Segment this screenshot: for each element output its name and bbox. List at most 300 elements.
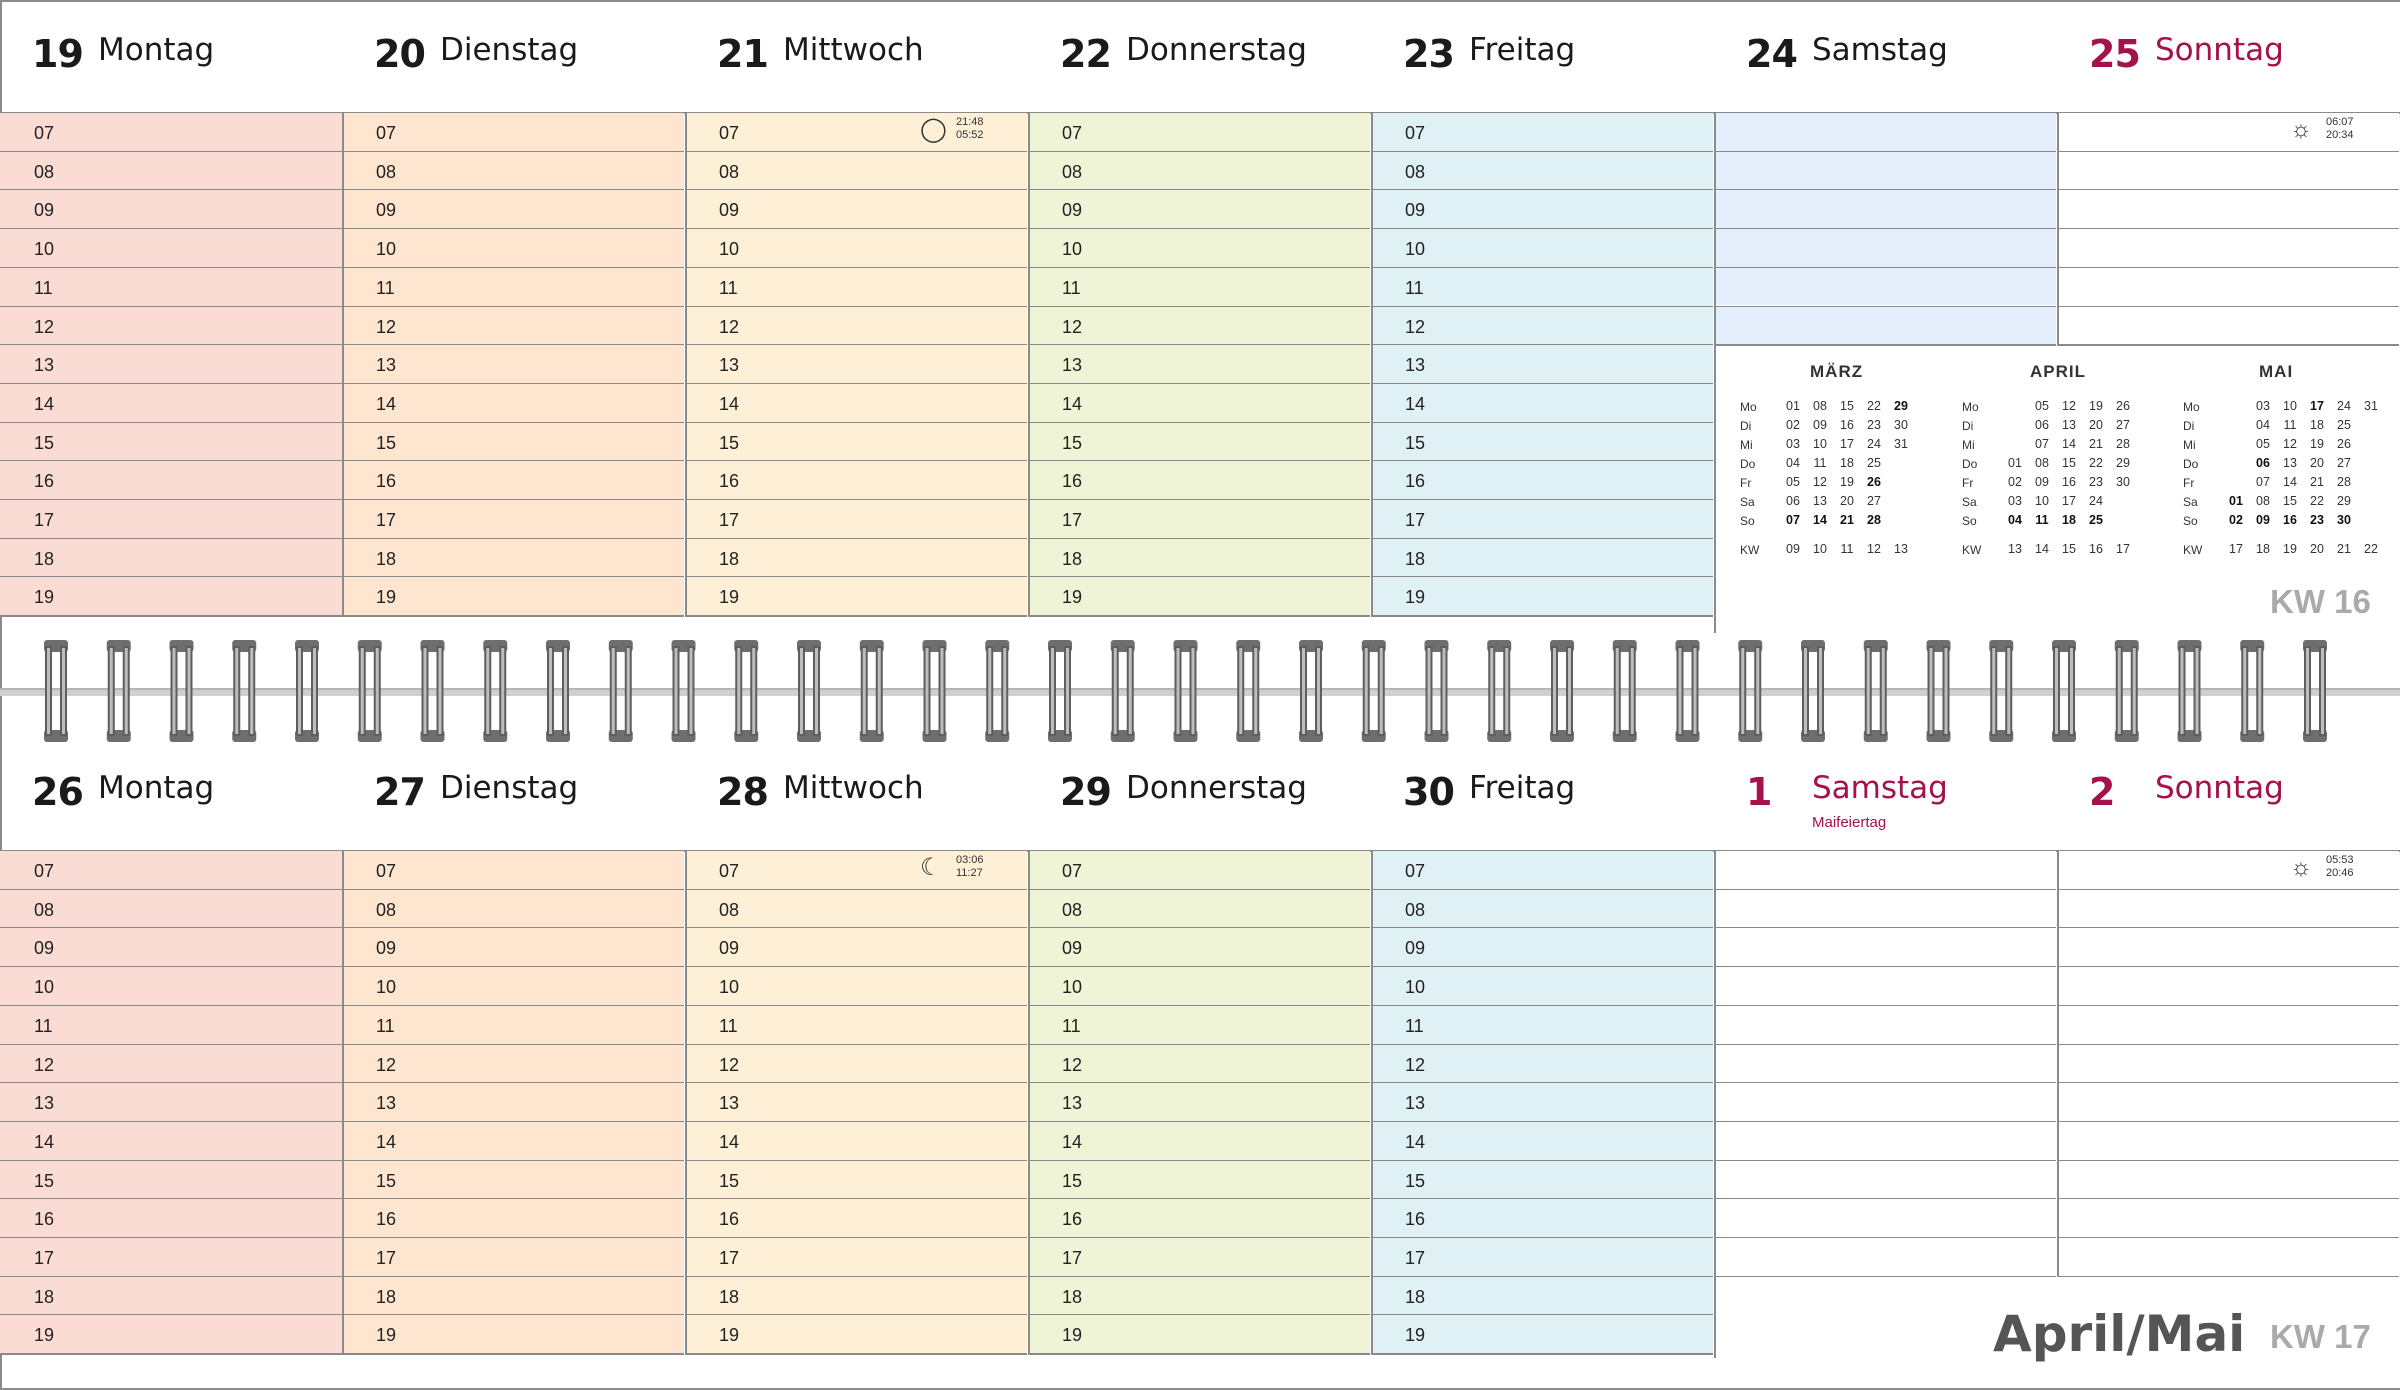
hour-slot[interactable] bbox=[0, 306, 342, 345]
hour-slot[interactable] bbox=[1028, 1198, 1370, 1237]
day-number: 30 bbox=[1403, 770, 1454, 814]
hour-label: 12 bbox=[34, 1054, 55, 1075]
hour-label: 12 bbox=[719, 316, 740, 337]
week-number: KW 17 bbox=[2270, 1318, 2371, 1355]
mini-kw: 09 bbox=[1786, 542, 1800, 556]
hour-slot[interactable] bbox=[1371, 1276, 1713, 1315]
hour-slot[interactable] bbox=[342, 422, 684, 461]
hour-slot[interactable] bbox=[0, 189, 342, 228]
mini-month-name: APRIL bbox=[2030, 362, 2086, 381]
mini-day: 06 bbox=[2256, 456, 2270, 470]
hour-slot[interactable] bbox=[342, 850, 684, 889]
mini-day: 11 bbox=[2035, 513, 2049, 527]
sun-times bbox=[2326, 854, 2354, 880]
hour-slot[interactable] bbox=[1028, 1237, 1370, 1276]
mini-day: 14 bbox=[2062, 437, 2076, 451]
mini-weekday-label: Di bbox=[1740, 419, 1752, 433]
hour-slot[interactable] bbox=[0, 1276, 342, 1315]
sun-times bbox=[2326, 116, 2354, 142]
hour-slot[interactable] bbox=[1028, 112, 1370, 151]
hour-label: 07 bbox=[1062, 861, 1083, 881]
mini-day: 08 bbox=[1813, 399, 1827, 413]
weekend-slot[interactable] bbox=[2057, 1044, 2399, 1083]
hour-label: 15 bbox=[1062, 1170, 1083, 1191]
hour-label: 18 bbox=[34, 548, 55, 569]
mini-kw: 14 bbox=[2035, 542, 2049, 556]
mini-day: 31 bbox=[2364, 399, 2378, 413]
hour-slot[interactable] bbox=[685, 228, 1027, 267]
day-number: 29 bbox=[1060, 770, 1111, 814]
hour-slot[interactable] bbox=[1371, 112, 1713, 151]
hour-slot[interactable] bbox=[342, 460, 684, 499]
hour-slot[interactable] bbox=[1028, 1082, 1370, 1121]
weekend-left-border bbox=[1714, 850, 1716, 1358]
mini-kw: 11 bbox=[1840, 542, 1854, 556]
hour-slot[interactable] bbox=[1371, 1160, 1713, 1199]
hour-slot[interactable] bbox=[0, 927, 342, 966]
hour-slot[interactable] bbox=[342, 228, 684, 267]
hour-slot[interactable] bbox=[1371, 927, 1713, 966]
weekend-slot[interactable] bbox=[2057, 927, 2399, 966]
hour-slot[interactable] bbox=[0, 383, 342, 422]
day-column bbox=[1028, 850, 1370, 1353]
hour-slot[interactable] bbox=[685, 499, 1027, 538]
hour-slot[interactable] bbox=[1371, 422, 1713, 461]
column-divider bbox=[342, 850, 344, 1353]
day-name: Sonntag bbox=[2155, 770, 2284, 806]
weekend-slot[interactable] bbox=[2057, 189, 2399, 228]
hour-label: 08 bbox=[1062, 161, 1083, 182]
mini-day: 25 bbox=[2337, 418, 2351, 432]
hour-slot[interactable] bbox=[342, 1121, 684, 1160]
hour-slot[interactable] bbox=[0, 1005, 342, 1044]
hour-slot[interactable] bbox=[342, 1005, 684, 1044]
hour-label: 12 bbox=[1062, 316, 1083, 337]
column-divider bbox=[1371, 112, 1373, 615]
hour-label: 08 bbox=[34, 899, 55, 920]
mini-day: 15 bbox=[1840, 399, 1854, 413]
hour-label: 18 bbox=[1062, 1286, 1083, 1307]
hour-label: 11 bbox=[719, 1015, 738, 1036]
hour-slot[interactable] bbox=[0, 538, 342, 577]
hour-label: 12 bbox=[1405, 316, 1426, 337]
hour-slot[interactable] bbox=[1028, 383, 1370, 422]
hour-slot[interactable] bbox=[0, 1082, 342, 1121]
hour-slot[interactable] bbox=[685, 966, 1027, 1005]
mini-day: 03 bbox=[1786, 437, 1800, 451]
day-number: 23 bbox=[1403, 32, 1454, 76]
hour-label: 11 bbox=[376, 1015, 395, 1036]
weekend-slot[interactable] bbox=[1714, 889, 2056, 928]
hour-slot[interactable] bbox=[1028, 306, 1370, 345]
hour-slot[interactable] bbox=[1371, 460, 1713, 499]
hour-slot[interactable] bbox=[1371, 1044, 1713, 1083]
hour-slot[interactable] bbox=[342, 267, 684, 306]
weekend-slot[interactable] bbox=[1714, 1237, 2056, 1276]
hour-slot[interactable] bbox=[1028, 966, 1370, 1005]
weekend-slot[interactable] bbox=[1714, 1198, 2056, 1237]
hour-slot[interactable] bbox=[1371, 1082, 1713, 1121]
hour-label: 15 bbox=[376, 1170, 397, 1191]
mini-day: 06 bbox=[2035, 418, 2049, 432]
hour-label: 19 bbox=[719, 1325, 740, 1346]
weekend-slot[interactable] bbox=[1714, 1121, 2056, 1160]
hour-slot[interactable] bbox=[342, 112, 684, 151]
day-number: 22 bbox=[1060, 32, 1111, 76]
weekend-slot[interactable] bbox=[1714, 850, 2056, 889]
hour-slot[interactable] bbox=[1371, 1198, 1713, 1237]
hour-slot[interactable] bbox=[342, 1082, 684, 1121]
hour-label: 18 bbox=[1405, 1286, 1426, 1307]
hour-slot[interactable] bbox=[685, 1198, 1027, 1237]
hour-slot[interactable] bbox=[685, 383, 1027, 422]
mini-day: 08 bbox=[2256, 494, 2270, 508]
weekend-slot[interactable] bbox=[1714, 189, 2056, 228]
mini-weekday-label: Di bbox=[2183, 419, 2195, 433]
mini-day: 07 bbox=[2035, 437, 2049, 451]
hour-slot[interactable] bbox=[0, 850, 342, 889]
hour-slot[interactable] bbox=[342, 927, 684, 966]
hour-label: 09 bbox=[34, 200, 55, 221]
hour-slot[interactable] bbox=[1028, 1121, 1370, 1160]
day-name: Montag bbox=[98, 32, 215, 68]
hour-slot[interactable] bbox=[685, 889, 1027, 928]
mini-day: 27 bbox=[1867, 494, 1881, 508]
mini-day: 18 bbox=[2310, 418, 2324, 432]
grid-bottom-line bbox=[0, 615, 342, 617]
day-name: Montag bbox=[98, 770, 215, 806]
day-number: 27 bbox=[374, 770, 425, 814]
hour-label: 08 bbox=[1405, 161, 1426, 182]
hour-label: 08 bbox=[1405, 899, 1426, 920]
mini-weekday-label: Do bbox=[1962, 457, 1978, 471]
hour-slot[interactable] bbox=[685, 189, 1027, 228]
mini-weekday-label: Sa bbox=[1962, 495, 1977, 509]
mini-day: 19 bbox=[2089, 399, 2103, 413]
mini-day: 08 bbox=[2035, 456, 2049, 470]
hour-slot[interactable] bbox=[1371, 499, 1713, 538]
hour-label: 18 bbox=[376, 548, 397, 569]
mini-day: 29 bbox=[1894, 399, 1908, 413]
hour-slot[interactable] bbox=[685, 422, 1027, 461]
hour-slot[interactable] bbox=[342, 151, 684, 190]
weekend-slot[interactable] bbox=[1714, 306, 2056, 345]
hour-label: 18 bbox=[1405, 548, 1426, 569]
moon-time-2: 11:27 bbox=[956, 867, 983, 879]
hour-slot[interactable] bbox=[1028, 1314, 1370, 1353]
hour-slot[interactable] bbox=[685, 267, 1027, 306]
hour-label: 13 bbox=[1405, 1093, 1426, 1114]
hour-slot[interactable] bbox=[342, 1198, 684, 1237]
hour-slot[interactable] bbox=[1371, 306, 1713, 345]
hour-label: 14 bbox=[376, 393, 397, 414]
hour-slot[interactable] bbox=[342, 576, 684, 615]
weekend-slot[interactable] bbox=[1714, 1044, 2056, 1083]
frame-bottom bbox=[0, 1388, 2400, 1390]
weekend-slot[interactable] bbox=[2057, 306, 2399, 345]
hour-slot[interactable] bbox=[1028, 499, 1370, 538]
hour-label: 08 bbox=[719, 899, 740, 920]
hour-slot[interactable] bbox=[342, 889, 684, 928]
mini-day: 24 bbox=[2337, 399, 2351, 413]
hour-label: 15 bbox=[34, 1170, 55, 1191]
mini-day: 18 bbox=[2062, 513, 2076, 527]
day-column bbox=[1028, 112, 1370, 615]
weekend-slot[interactable] bbox=[1714, 1005, 2056, 1044]
hour-slot[interactable] bbox=[0, 576, 342, 615]
hour-slot[interactable] bbox=[0, 344, 342, 383]
hour-slot[interactable] bbox=[342, 1160, 684, 1199]
hour-slot[interactable] bbox=[0, 1237, 342, 1276]
hour-slot[interactable] bbox=[0, 1198, 342, 1237]
day-number: 24 bbox=[1746, 32, 1797, 76]
hour-slot[interactable] bbox=[342, 538, 684, 577]
hour-slot[interactable] bbox=[1371, 538, 1713, 577]
hour-slot[interactable] bbox=[685, 151, 1027, 190]
mini-kw: 21 bbox=[2337, 542, 2351, 556]
hour-label: 10 bbox=[376, 239, 397, 260]
weekend-slot[interactable] bbox=[1714, 267, 2056, 306]
hour-slot[interactable] bbox=[342, 189, 684, 228]
day-header bbox=[1371, 0, 1713, 112]
hour-slot[interactable] bbox=[1371, 889, 1713, 928]
hour-slot[interactable] bbox=[1028, 267, 1370, 306]
hour-slot[interactable] bbox=[342, 1237, 684, 1276]
hour-slot[interactable] bbox=[685, 460, 1027, 499]
hour-slot[interactable] bbox=[685, 1314, 1027, 1353]
hour-slot[interactable] bbox=[1371, 151, 1713, 190]
hour-slot[interactable] bbox=[342, 499, 684, 538]
hour-slot[interactable] bbox=[1371, 1121, 1713, 1160]
hour-label: 16 bbox=[1405, 1209, 1426, 1230]
hour-label: 07 bbox=[376, 861, 397, 881]
weekend-slot[interactable] bbox=[2057, 1237, 2399, 1276]
hour-slot[interactable] bbox=[0, 1044, 342, 1083]
hour-slot[interactable] bbox=[1371, 228, 1713, 267]
hour-slot[interactable] bbox=[1371, 1005, 1713, 1044]
hour-label: 12 bbox=[34, 316, 55, 337]
day-name: Samstag bbox=[1812, 770, 1948, 806]
hour-slot[interactable] bbox=[685, 1121, 1027, 1160]
day-number: 19 bbox=[32, 32, 83, 76]
mini-day: 16 bbox=[2062, 475, 2076, 489]
hour-label: 11 bbox=[1405, 277, 1424, 298]
hour-slot[interactable] bbox=[685, 306, 1027, 345]
hour-label: 16 bbox=[376, 1209, 397, 1230]
hour-slot[interactable] bbox=[685, 1276, 1027, 1315]
hour-slot[interactable] bbox=[1028, 1005, 1370, 1044]
mini-day: 15 bbox=[2062, 456, 2076, 470]
hour-slot[interactable] bbox=[1028, 850, 1370, 889]
mini-weekday-label: Do bbox=[1740, 457, 1756, 471]
weekend-slot[interactable] bbox=[1714, 1160, 2056, 1199]
hour-label: 14 bbox=[1062, 1131, 1083, 1152]
mini-kw: 15 bbox=[2062, 542, 2076, 556]
weekend-slot[interactable] bbox=[2057, 1005, 2399, 1044]
hour-slot[interactable] bbox=[1028, 538, 1370, 577]
hour-slot[interactable] bbox=[0, 966, 342, 1005]
day-header bbox=[342, 0, 684, 112]
hour-label: 07 bbox=[719, 123, 740, 143]
hour-label: 10 bbox=[1405, 977, 1426, 998]
hour-slot[interactable] bbox=[1028, 576, 1370, 615]
hour-slot[interactable] bbox=[0, 228, 342, 267]
hour-slot[interactable] bbox=[685, 576, 1027, 615]
weekend-bottom-line bbox=[2057, 1276, 2399, 1278]
hour-slot[interactable] bbox=[1371, 576, 1713, 615]
hour-slot[interactable] bbox=[1028, 228, 1370, 267]
hour-slot[interactable] bbox=[1028, 189, 1370, 228]
hour-label: 13 bbox=[34, 355, 55, 376]
weekend-slot[interactable] bbox=[1714, 1082, 2056, 1121]
hour-slot[interactable] bbox=[1371, 267, 1713, 306]
mini-day: 26 bbox=[1867, 475, 1881, 489]
day-name: Freitag bbox=[1469, 32, 1576, 68]
hour-label: 08 bbox=[376, 899, 397, 920]
hour-slot[interactable] bbox=[1371, 1314, 1713, 1353]
hour-slot[interactable] bbox=[0, 422, 342, 461]
hour-slot[interactable] bbox=[1371, 850, 1713, 889]
hour-slot[interactable] bbox=[685, 1005, 1027, 1044]
mini-day: 15 bbox=[2283, 494, 2297, 508]
weekend-slot[interactable] bbox=[1714, 151, 2056, 190]
hour-slot[interactable] bbox=[1371, 966, 1713, 1005]
hour-slot[interactable] bbox=[1028, 422, 1370, 461]
weekend-slot[interactable] bbox=[2057, 889, 2399, 928]
weekend-slot[interactable] bbox=[2057, 966, 2399, 1005]
hour-label: 14 bbox=[719, 393, 740, 414]
hour-slot[interactable] bbox=[1371, 344, 1713, 383]
mini-day: 21 bbox=[1840, 513, 1854, 527]
hour-label: 14 bbox=[719, 1131, 740, 1152]
hour-slot[interactable] bbox=[685, 927, 1027, 966]
hour-slot[interactable] bbox=[0, 1160, 342, 1199]
hour-label: 13 bbox=[1405, 355, 1426, 376]
hour-slot[interactable] bbox=[0, 1121, 342, 1160]
hour-slot[interactable] bbox=[685, 1237, 1027, 1276]
day-column bbox=[342, 112, 684, 615]
hour-slot[interactable] bbox=[0, 889, 342, 928]
mini-day: 22 bbox=[1867, 399, 1881, 413]
weekend-slot[interactable] bbox=[2057, 1121, 2399, 1160]
hour-slot[interactable] bbox=[342, 306, 684, 345]
hour-slot[interactable] bbox=[1028, 344, 1370, 383]
mini-kw: 17 bbox=[2116, 542, 2130, 556]
mini-day: 17 bbox=[1840, 437, 1854, 451]
hour-label: 13 bbox=[719, 1093, 740, 1114]
weekend-slot[interactable] bbox=[1714, 966, 2056, 1005]
hour-label: 14 bbox=[34, 1131, 55, 1152]
hour-slot[interactable] bbox=[1028, 151, 1370, 190]
hour-slot[interactable] bbox=[1028, 1160, 1370, 1199]
spiral-binding bbox=[0, 618, 2400, 756]
hour-slot[interactable] bbox=[1028, 1044, 1370, 1083]
weekend-left-border bbox=[1714, 112, 1716, 633]
weekend-divider bbox=[2057, 850, 2059, 1276]
weekend-slot[interactable] bbox=[2057, 228, 2399, 267]
mini-kw-label: KW bbox=[1740, 543, 1760, 557]
grid-bottom-line bbox=[1028, 615, 1370, 617]
hour-slot[interactable] bbox=[1371, 1237, 1713, 1276]
mini-day: 21 bbox=[2089, 437, 2103, 451]
grid-bottom-line bbox=[685, 1353, 1027, 1355]
mini-day: 01 bbox=[2008, 456, 2022, 470]
moon-time-1: 03:06 bbox=[956, 854, 984, 866]
hour-slot[interactable] bbox=[1028, 460, 1370, 499]
hour-slot[interactable] bbox=[342, 1314, 684, 1353]
weekend-slot[interactable] bbox=[1714, 927, 2056, 966]
hour-slot[interactable] bbox=[685, 538, 1027, 577]
weekend-slot[interactable] bbox=[1714, 228, 2056, 267]
hour-label: 14 bbox=[1062, 393, 1083, 414]
hour-slot[interactable] bbox=[0, 112, 342, 151]
weekend-slot[interactable] bbox=[2057, 1198, 2399, 1237]
hour-label: 17 bbox=[34, 510, 55, 530]
mini-kw-label: KW bbox=[2183, 543, 2203, 557]
mini-day: 20 bbox=[2310, 456, 2324, 470]
weekend-slot[interactable] bbox=[1714, 112, 2056, 151]
hour-slot[interactable] bbox=[342, 383, 684, 422]
mini-day: 19 bbox=[2310, 437, 2324, 451]
moon-time-2: 05:52 bbox=[956, 129, 984, 141]
hour-label: 17 bbox=[1062, 510, 1083, 530]
hour-slot[interactable] bbox=[0, 267, 342, 306]
hour-slot[interactable] bbox=[1371, 383, 1713, 422]
mini-kw: 13 bbox=[1894, 542, 1908, 556]
hour-slot[interactable] bbox=[685, 1044, 1027, 1083]
day-name: Donnerstag bbox=[1126, 770, 1307, 806]
hour-slot[interactable] bbox=[0, 499, 342, 538]
hour-slot[interactable] bbox=[0, 1314, 342, 1353]
weekend-bottom-line bbox=[1714, 1276, 2056, 1278]
hour-slot[interactable] bbox=[0, 151, 342, 190]
hour-slot[interactable] bbox=[0, 460, 342, 499]
mini-day: 30 bbox=[2116, 475, 2130, 489]
hour-label: 10 bbox=[719, 977, 740, 998]
hour-slot[interactable] bbox=[1371, 189, 1713, 228]
hour-label: 19 bbox=[1062, 1325, 1083, 1346]
mini-day: 11 bbox=[2283, 418, 2297, 432]
day-name: Freitag bbox=[1469, 770, 1576, 806]
hour-slot[interactable] bbox=[342, 1276, 684, 1315]
hour-slot[interactable] bbox=[1028, 927, 1370, 966]
weekend-slot[interactable] bbox=[2057, 1160, 2399, 1199]
weekend-slot[interactable] bbox=[2057, 1082, 2399, 1121]
hour-slot[interactable] bbox=[342, 966, 684, 1005]
hour-slot[interactable] bbox=[685, 1160, 1027, 1199]
mini-weekday-label: Mi bbox=[2183, 438, 2196, 452]
hour-label: 13 bbox=[376, 1093, 397, 1114]
sun-icon: ☼ bbox=[2290, 116, 2312, 143]
hour-slot[interactable] bbox=[342, 1044, 684, 1083]
hour-slot[interactable] bbox=[342, 344, 684, 383]
hour-slot[interactable] bbox=[1028, 1276, 1370, 1315]
day-header bbox=[2057, 0, 2399, 112]
hour-label: 12 bbox=[1405, 1054, 1426, 1075]
hour-slot[interactable] bbox=[685, 1082, 1027, 1121]
hour-slot[interactable] bbox=[685, 344, 1027, 383]
hour-slot[interactable] bbox=[1028, 889, 1370, 928]
hour-label: 17 bbox=[376, 1248, 397, 1268]
moon-time-1: 21:48 bbox=[956, 116, 984, 128]
weekend-slot[interactable] bbox=[2057, 151, 2399, 190]
mini-kw: 22 bbox=[2364, 542, 2378, 556]
hour-label: 17 bbox=[376, 510, 397, 530]
hour-label: 07 bbox=[719, 861, 740, 881]
weekend-slot[interactable] bbox=[2057, 267, 2399, 306]
sun-time-1: 05:53 bbox=[2326, 854, 2354, 866]
grid-bottom-line bbox=[342, 1353, 684, 1355]
